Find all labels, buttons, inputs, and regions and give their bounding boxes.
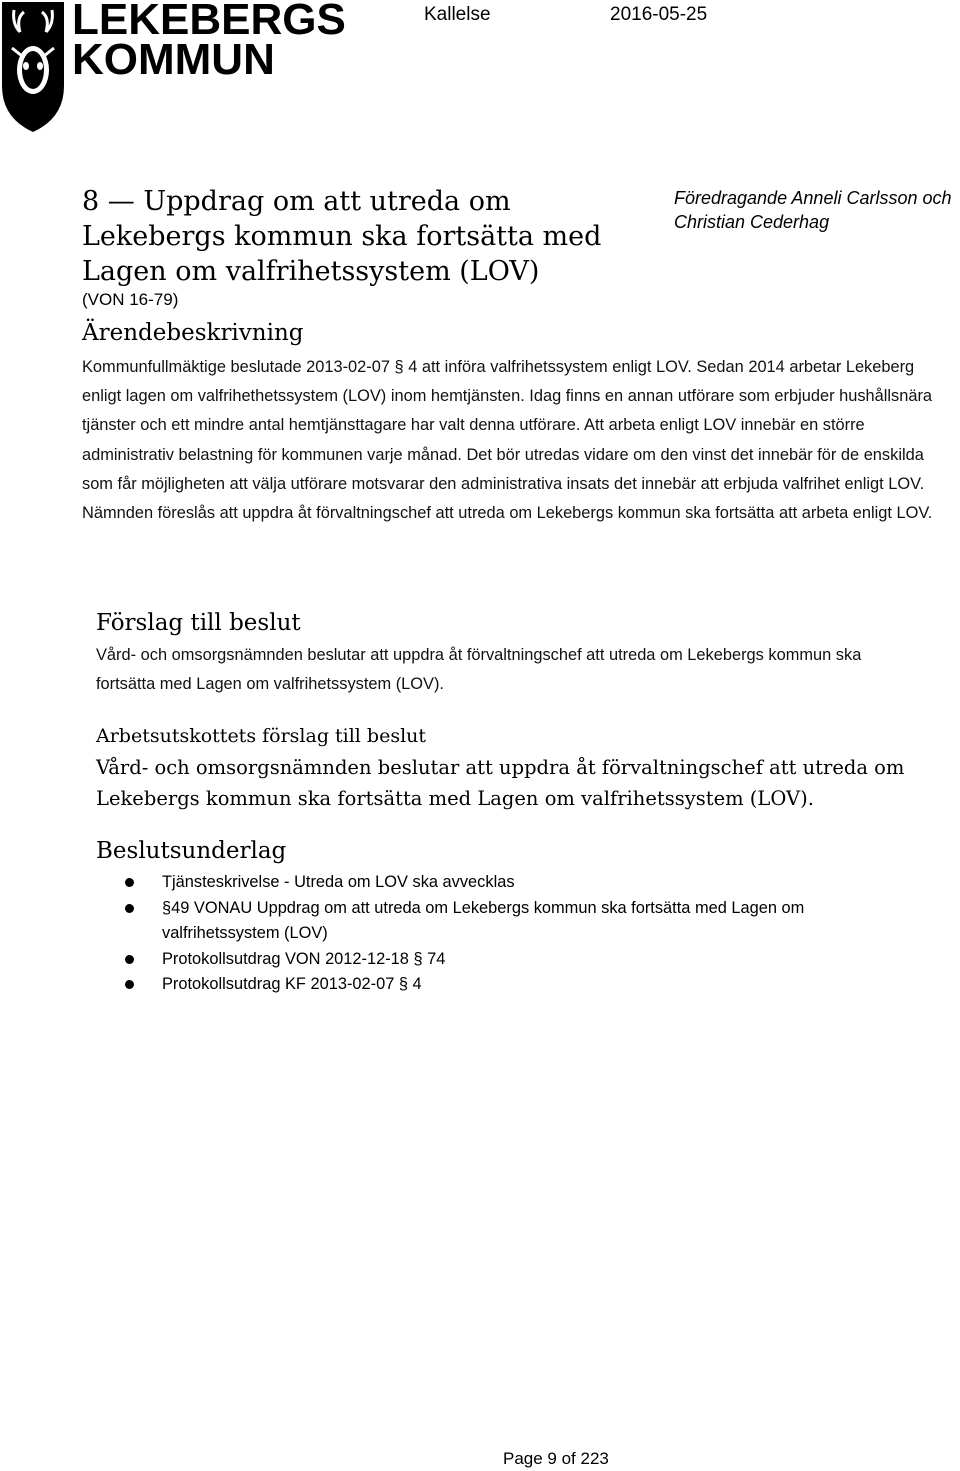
bullet-icon — [125, 904, 134, 913]
logo-text-line2: KOMMUN — [72, 35, 275, 84]
item-presenter: Föredragande Anneli Carlsson och Christian Cederhag — [674, 188, 952, 232]
list-item — [96, 972, 916, 998]
document-date: 2016-05-25 — [610, 4, 708, 25]
list-item-text: §49 VONAU Uppdrag om att utreda om Lekebergs kommun ska fortsätta med Lagen om valfrihetssystem (LOV) — [162, 898, 805, 942]
beslutsunderlag-list — [96, 870, 916, 998]
list-item-text: Protokollsutdrag VON 2012-12-18 § 74 — [162, 949, 446, 968]
list-item-text: Protokollsutdrag KF 2013-02-07 § 4 — [162, 975, 422, 993]
section-heading-arbetsutskott: Arbetsutskottets förslag till beslut — [96, 725, 427, 747]
municipality-logo — [0, 0, 370, 140]
list-item — [96, 896, 916, 947]
logo-text-line1: LEKEBERGS — [72, 0, 346, 44]
item-reference: (VON 16-79) — [82, 290, 179, 309]
bullet-icon — [125, 980, 134, 989]
list-item-text: Tjänsteskrivelse - Utreda om LOV ska avvecklas — [162, 873, 515, 891]
arbetsutskott-text: Vård- och omsorgsnämnden beslutar att uppdra åt förvaltningschef att utreda om Lekebergs kommun ska fortsätta med Lagen om valfrihetssystem (LOV). — [96, 756, 905, 810]
deer-shield-icon — [0, 0, 66, 134]
bullet-icon — [125, 878, 134, 887]
bullet-icon — [125, 955, 134, 964]
list-item — [96, 947, 916, 973]
section-heading-beslutsunderlag: Beslutsunderlag — [96, 838, 287, 864]
page-number: Page 9 of 223 — [503, 1449, 609, 1468]
section-heading-arendebeskrivning: Ärendebeskrivning — [82, 320, 304, 346]
list-item — [96, 870, 916, 896]
arendebeskrivning-text: Kommunfullmäktige beslutade 2013-02-07 § 4 att införa valfrihetssystem enligt LOV. Sedan 2014 arbetar Lekeberg enligt lagen om valfrihethetssystem (LOV) inom hemtjänsten. Idag finns en annan utförare som erbjuder hushållsnära tjänster och ett mindre antal hemtjänsttagare har valt denna utförare. Att arbeta enligt LOV innebär en större administrativ belastning för kommunen varje månad. Det bör utredas vidare om den vinst det innebär för de enskilda som får möjligheten att välja utförare motsvarar den administrativa insats det innebär att erbjuda valfrihet enligt LOV. Nämnden föreslås att uppdra åt förvaltningschef att utreda om Lekebergs kommun ska fortsätta att arbeta enligt LOV. — [82, 358, 933, 523]
section-heading-forslag: Förslag till beslut — [96, 610, 301, 636]
item-title: 8 — Uppdrag om att utreda om Lekebergs kommun ska fortsätta med Lagen om valfrihetssystem (LOV) — [82, 186, 602, 287]
forslag-text: Vård- och omsorgsnämnden beslutar att uppdra åt förvaltningschef att utreda om Lekebergs kommun ska fortsätta med Lagen om valfrihetssystem (LOV). — [96, 646, 862, 694]
document-type: Kallelse — [424, 4, 491, 25]
